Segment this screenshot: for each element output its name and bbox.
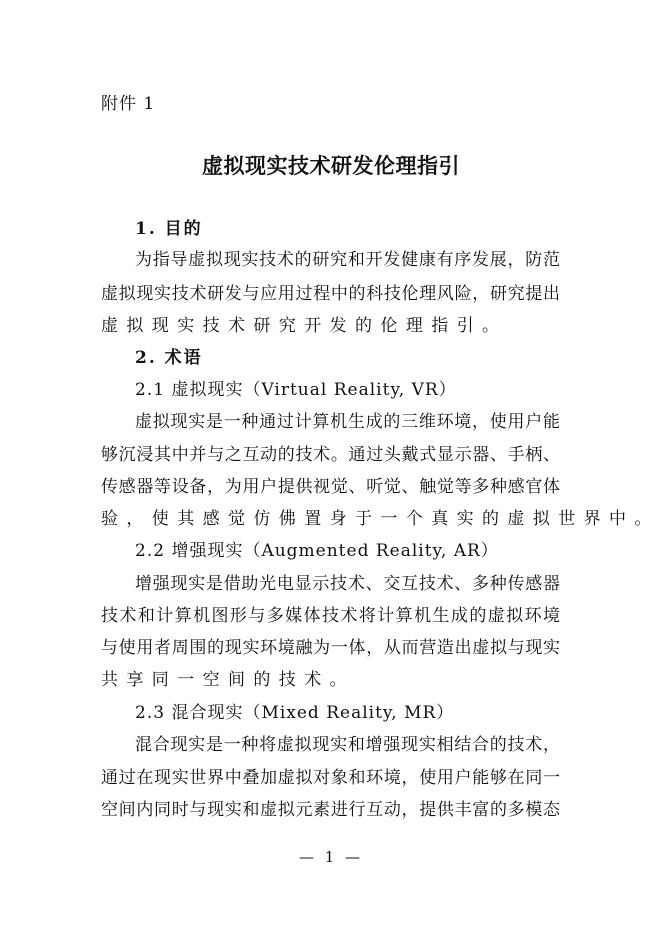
page-number: — 1 — xyxy=(298,848,364,866)
section-2-3-heading: 2.3 混合现实（Mixed Reality, MR） xyxy=(135,703,455,723)
document-title: 虚拟现实技术研发伦理指引 xyxy=(202,153,460,178)
paragraph-line: 虚拟现实是一种通过计算机生成的三维环境，使用户能 xyxy=(135,412,560,432)
section-2-heading: 2. 术语 xyxy=(135,348,203,368)
paragraph-line: 空间内同时与现实和虚拟元素进行互动，提供丰富的多模态 xyxy=(101,800,560,820)
paragraph-line: 虚拟现实技术研发与应用过程中的科技伦理风险，研究提出 xyxy=(101,284,560,304)
paragraph-line: 验，使其感觉仿佛置身于一个真实的虚拟世界中。 xyxy=(101,509,660,529)
section-1-heading: 1. 目的 xyxy=(135,219,203,239)
attachment-label: 附件 1 xyxy=(101,94,156,114)
paragraph-line: 共享同一空间的技术。 xyxy=(101,670,355,690)
paragraph-line: 混合现实是一种将虚拟现实和增强现实相结合的技术， xyxy=(135,735,560,755)
paragraph-line: 为指导虚拟现实技术的研究和开发健康有序发展，防范 xyxy=(135,250,560,270)
section-2-1-heading: 2.1 虚拟现实（Virtual Reality, VR） xyxy=(135,380,457,400)
paragraph-line: 传感器等设备，为用户提供视觉、听觉、触觉等多种感官体 xyxy=(101,477,560,497)
paragraph-line: 通过在现实世界中叠加虚拟对象和环境，使用户能够在同一 xyxy=(101,768,560,788)
section-2-2-heading: 2.2 增强现实（Augmented Reality, AR） xyxy=(135,541,499,561)
paragraph-line: 技术和计算机图形与多媒体技术将计算机生成的虚拟环境 xyxy=(101,606,560,626)
paragraph-line: 够沉浸其中并与之互动的技术。通过头戴式显示器、手柄、 xyxy=(101,445,560,465)
paragraph-line: 与使用者周围的现实环境融为一体，从而营造出虚拟与现实 xyxy=(101,638,560,658)
paragraph-line: 虚拟现实技术研究开发的伦理指引。 xyxy=(101,316,508,336)
paragraph-line: 增强现实是借助光电显示技术、交互技术、多种传感器 xyxy=(135,574,560,594)
